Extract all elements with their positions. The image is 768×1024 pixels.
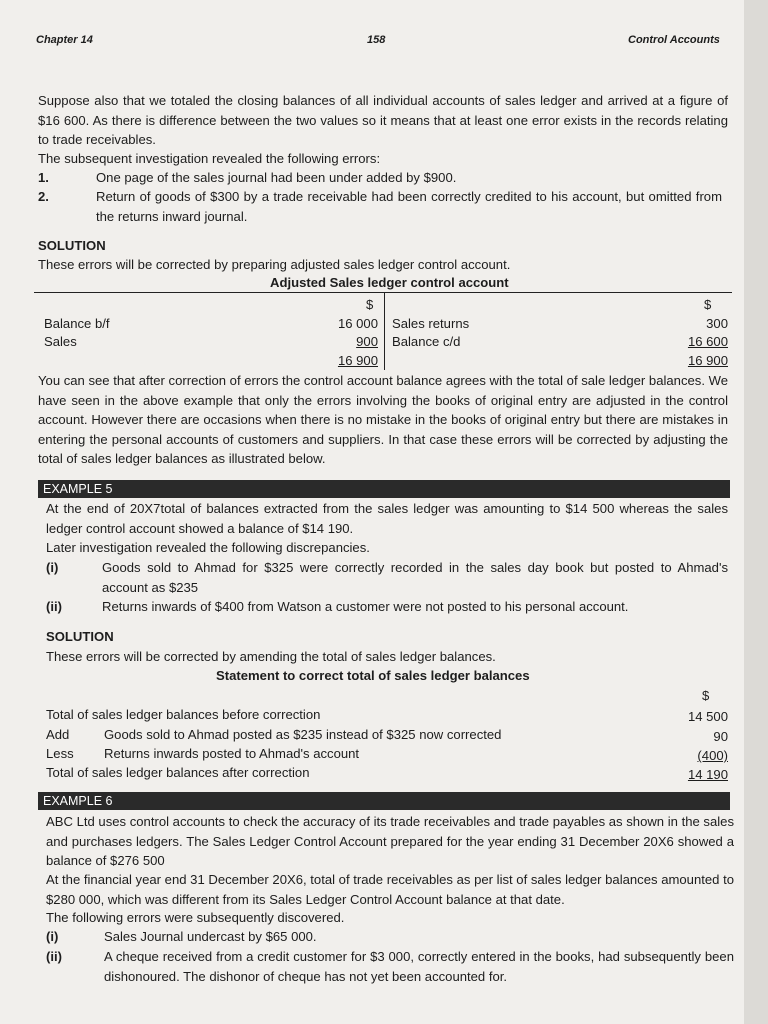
error-text: One page of the sales journal had been under added by $900. (96, 170, 457, 185)
credit-amount: 300 (706, 316, 728, 331)
credit-label: Balance c/d (392, 334, 461, 349)
statement-row-amount: 14 190 (687, 767, 728, 782)
currency-symbol: $ (702, 688, 710, 703)
debit-label: Balance b/f (44, 316, 110, 331)
explanation-paragraph: You can see that after correction of errors the control account balance agrees with the total of sale ledger balances. We have seen in the above example that only the errors involving the books of original entry are adjusted in the control account. However there are occasions when there is no mistake in the books of original entry but there are mistakes in entering the personal accounts of customers and suppliers. In that case these errors will be corrected by adjusting the total of sales ledger balances as illustrated below. (38, 373, 729, 466)
table-divider (384, 292, 385, 370)
intro-paragraph: Suppose also that we totaled the closing balances of all individual accounts of sales ledger and arrived at a figure of $16 600. As there is difference between the two values so it means that at least one error exists in the records relating to trade receivables. (38, 93, 728, 147)
example-label: EXAMPLE 5 (43, 482, 113, 496)
item-number: (i) (46, 560, 59, 575)
example-text: At the end of 20X7total of balances extracted from the sales ledger was amounting to $14 500 whereas the sales ledger control account showed a balance of $14 190. (46, 501, 728, 536)
currency-credit: $ (704, 297, 712, 312)
example-text: At the financial year end 31 December 20X6, total of trade receivables as per list of sales ledger balances amounted to $280 000, which was different from its Sales Ledger Control Account balance at that date. (46, 872, 734, 907)
section-title: Control Accounts (628, 34, 720, 46)
example-text: ABC Ltd uses control accounts to check the accuracy of its trade receivables and trade payables as shown in the sales and purchases ledgers. The Sales Ledger Control Account prepared for the year ending 31 December 20X6 showed a balance of $276 500 (46, 814, 734, 868)
error-number: 1. (38, 170, 49, 185)
debit-amount: 16 000 (337, 316, 378, 331)
item-text: Goods sold to Ahmad for $325 were correctly recorded in the sales day book but posted to Ahmad's account as $235 (102, 560, 728, 595)
control-account-title: Adjusted Sales ledger control account (270, 275, 509, 290)
statement-row-amount: (400) (697, 748, 728, 763)
credit-total: 16 900 (687, 353, 728, 368)
statement-row-amount: 14 500 (687, 709, 728, 724)
solution-text: These errors will be corrected by preparing adjusted sales ledger control account. (38, 257, 511, 272)
statement-row-prefix: Add (46, 727, 70, 742)
solution-text: These errors will be corrected by amending the total of sales ledger balances. (46, 649, 496, 664)
error-number: 2. (38, 189, 49, 204)
debit-amount: 900 (356, 334, 378, 349)
statement-title: Statement to correct total of sales ledger balances (216, 668, 530, 683)
item-text: Sales Journal undercast by $65 000. (104, 929, 317, 944)
example-banner (38, 480, 730, 498)
item-number: (ii) (46, 599, 62, 614)
item-text: Returns inwards of $400 from Watson a customer were not posted to his personal account. (102, 599, 629, 614)
solution-heading: SOLUTION (46, 629, 114, 644)
page-number: 158 (367, 34, 386, 46)
credit-label: Sales returns (392, 316, 470, 331)
example-text: Later investigation revealed the following discrepancies. (46, 540, 370, 555)
item-number: (i) (46, 929, 59, 944)
solution-heading: SOLUTION (38, 238, 106, 253)
chapter-label: Chapter 14 (36, 34, 93, 46)
statement-row-label: Goods sold to Ahmad posted as $235 instead of $325 now corrected (104, 727, 502, 742)
item-text: A cheque received from a credit customer for $3 000, correctly entered in the books, had subsequently been dishonoured. The dishonor of cheque has not yet been accounted for. (104, 949, 734, 984)
debit-label: Sales (44, 334, 77, 349)
statement-row-amount: 90 (713, 729, 728, 744)
credit-amount: 16 600 (687, 334, 728, 349)
example-banner (38, 792, 730, 810)
statement-row-label: Returns inwards posted to Ahmad's account (104, 746, 360, 761)
statement-row-label: Total of sales ledger balances before correction (46, 707, 321, 722)
page-edge (744, 0, 768, 1024)
item-number: (ii) (46, 949, 62, 964)
table-top-rule (34, 292, 732, 293)
error-text: Return of goods of $300 by a trade receivable had been correctly credited to his account, but omitted from the returns inward journal. (96, 189, 722, 224)
example-text: The following errors were subsequently discovered. (46, 910, 345, 925)
intro-errors-lead: The subsequent investigation revealed the following errors: (38, 151, 381, 166)
debit-total: 16 900 (337, 353, 378, 368)
example-label: EXAMPLE 6 (43, 794, 113, 808)
statement-row-prefix: Less (46, 746, 74, 761)
currency-debit: $ (366, 297, 374, 312)
statement-row-label: Total of sales ledger balances after correction (46, 765, 310, 780)
